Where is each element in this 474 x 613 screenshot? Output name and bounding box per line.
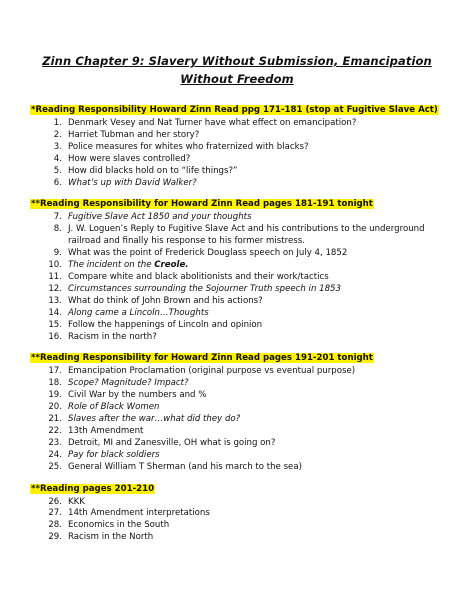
item-text bbox=[68, 296, 444, 308]
list-item bbox=[30, 224, 444, 248]
item-number: 15. bbox=[48, 319, 62, 330]
section-heading-text: **Reading Responsibility for Howard Zinn Read pages 191-201 tonight bbox=[31, 353, 373, 364]
list-item bbox=[30, 308, 444, 320]
item-text-content: Role of Black Women bbox=[68, 402, 160, 413]
question-list bbox=[30, 366, 444, 473]
item-text-content: How were slaves controlled? bbox=[68, 153, 191, 164]
item-text bbox=[68, 450, 444, 462]
item-number: 21. bbox=[48, 414, 62, 425]
reading-section bbox=[30, 483, 444, 545]
item-text bbox=[68, 178, 444, 190]
item-text bbox=[68, 508, 444, 520]
item-number: 27. bbox=[48, 508, 62, 519]
item-text-content: Along came a Lincoln…Thoughts bbox=[68, 307, 209, 318]
list-item bbox=[30, 520, 444, 532]
item-text bbox=[68, 212, 444, 224]
list-item bbox=[30, 248, 444, 260]
item-text bbox=[68, 366, 444, 378]
item-number: 8. bbox=[53, 224, 62, 235]
item-number: 2. bbox=[53, 129, 62, 140]
section-heading-text: **Reading Responsibility for Howard Zinn Read pages 181-191 tonight bbox=[31, 199, 373, 210]
item-number: 17. bbox=[48, 366, 62, 377]
item-number: 11. bbox=[48, 271, 62, 282]
item-number: 9. bbox=[53, 248, 62, 259]
item-number: 5. bbox=[53, 165, 62, 176]
list-item bbox=[30, 142, 444, 154]
item-text bbox=[68, 320, 444, 332]
list-item bbox=[30, 366, 444, 378]
item-number: 19. bbox=[48, 390, 62, 401]
item-text bbox=[68, 118, 444, 130]
reading-section bbox=[30, 198, 444, 343]
item-emphasis: Creole. bbox=[154, 260, 189, 271]
item-number: 3. bbox=[53, 141, 62, 152]
question-list bbox=[30, 212, 444, 343]
item-number: 20. bbox=[48, 402, 62, 413]
item-number: 12. bbox=[48, 283, 62, 294]
item-text-content: Fugitive Slave Act 1850 and your thoughts bbox=[68, 212, 252, 223]
item-text-content: Emancipation Proclamation (original purpose vs eventual purpose) bbox=[68, 366, 356, 377]
item-text bbox=[68, 166, 444, 178]
item-text-content: 14th Amendment interpretations bbox=[68, 508, 210, 519]
list-item bbox=[30, 260, 444, 272]
item-text bbox=[68, 390, 444, 402]
page-title: Zinn Chapter 9: Slavery Without Submission, Emancipation Without Freedom bbox=[42, 54, 432, 86]
question-list bbox=[30, 118, 444, 189]
section-heading bbox=[30, 352, 444, 365]
item-number: 28. bbox=[48, 520, 62, 531]
item-text-content: General William T Sherman (and his march to the sea) bbox=[68, 461, 302, 472]
item-number: 18. bbox=[48, 378, 62, 389]
list-item bbox=[30, 130, 444, 142]
item-text bbox=[68, 248, 444, 260]
item-text bbox=[68, 532, 444, 544]
item-text bbox=[68, 154, 444, 166]
reading-section bbox=[30, 104, 444, 189]
item-text-content: Scope? Magnitude? Impact? bbox=[68, 378, 189, 389]
list-item bbox=[30, 497, 444, 509]
list-item bbox=[30, 378, 444, 390]
list-item bbox=[30, 450, 444, 462]
item-text-content: Pay for black soldiers bbox=[68, 449, 160, 460]
item-number: 10. bbox=[48, 260, 62, 271]
item-text-content: Harriet Tubman and her story? bbox=[68, 129, 200, 140]
item-number: 25. bbox=[48, 461, 62, 472]
list-item bbox=[30, 166, 444, 178]
item-number: 4. bbox=[53, 153, 62, 164]
item-number: 22. bbox=[48, 425, 62, 436]
list-item bbox=[30, 438, 444, 450]
item-text bbox=[68, 224, 444, 248]
item-text-content: What was the point of Frederick Douglass speech on July 4, 1852 bbox=[68, 248, 348, 259]
item-number: 14. bbox=[48, 307, 62, 318]
item-text-content: 13th Amendment bbox=[68, 425, 144, 436]
list-item bbox=[30, 402, 444, 414]
item-text-content: Racism in the north? bbox=[68, 331, 157, 342]
item-text-content: Slaves after the war…what did they do? bbox=[68, 414, 241, 425]
item-text bbox=[68, 462, 444, 474]
item-number: 6. bbox=[53, 177, 62, 188]
item-text bbox=[68, 438, 444, 450]
item-text-content: J. W. Loguen’s Reply to Fugitive Slave Act and his contributions to the underground railroad and finally his response to his former mistress. bbox=[68, 224, 425, 247]
list-item bbox=[30, 320, 444, 332]
list-item bbox=[30, 532, 444, 544]
item-text bbox=[68, 497, 444, 509]
question-list bbox=[30, 497, 444, 545]
item-text bbox=[68, 378, 444, 390]
section-heading bbox=[30, 104, 444, 117]
list-item bbox=[30, 426, 444, 438]
item-number: 29. bbox=[48, 532, 62, 543]
item-text bbox=[68, 332, 444, 344]
item-number: 24. bbox=[48, 449, 62, 460]
item-text-content: Follow the happenings of Lincoln and opinion bbox=[68, 319, 263, 330]
item-text bbox=[68, 260, 444, 272]
item-number: 26. bbox=[48, 496, 62, 507]
item-text bbox=[68, 308, 444, 320]
item-text bbox=[68, 130, 444, 142]
item-text-content: Police measures for whites who fraternized with blacks? bbox=[68, 141, 309, 152]
item-text bbox=[68, 284, 444, 296]
item-text-content: KKK bbox=[68, 496, 85, 507]
item-number: 1. bbox=[53, 118, 62, 128]
list-item bbox=[30, 178, 444, 190]
section-heading bbox=[30, 483, 444, 496]
list-item bbox=[30, 118, 444, 130]
list-item bbox=[30, 284, 444, 296]
item-text-content: Economics in the South bbox=[68, 520, 170, 531]
item-text-content: Detroit, MI and Zanesville, OH what is going on? bbox=[68, 437, 276, 448]
item-text-content: The incident on the bbox=[68, 260, 155, 271]
list-item bbox=[30, 154, 444, 166]
list-item bbox=[30, 296, 444, 308]
item-text-content: How did blacks hold on to “life things?” bbox=[68, 165, 238, 176]
item-text bbox=[68, 520, 444, 532]
list-item bbox=[30, 462, 444, 474]
section-heading bbox=[30, 198, 444, 211]
item-number: 23. bbox=[48, 437, 62, 448]
item-text bbox=[68, 272, 444, 284]
item-text bbox=[68, 426, 444, 438]
item-text-content: Circumstances surrounding the Sojourner Truth speech in 1853 bbox=[68, 283, 341, 294]
item-text-content: What do think of John Brown and his actions? bbox=[68, 295, 263, 306]
list-item bbox=[30, 414, 444, 426]
item-text-content: Racism in the North bbox=[68, 532, 154, 543]
list-item bbox=[30, 212, 444, 224]
list-item bbox=[30, 272, 444, 284]
sections-container bbox=[30, 104, 444, 544]
item-number: 13. bbox=[48, 295, 62, 306]
list-item bbox=[30, 332, 444, 344]
reading-section bbox=[30, 352, 444, 473]
item-number: 16. bbox=[48, 331, 62, 342]
item-text-content: What’s up with David Walker? bbox=[68, 177, 197, 188]
list-item bbox=[30, 508, 444, 520]
item-text-content: Civil War by the numbers and % bbox=[68, 390, 207, 401]
item-text bbox=[68, 402, 444, 414]
item-text bbox=[68, 142, 444, 154]
list-item bbox=[30, 390, 444, 402]
item-text bbox=[68, 414, 444, 426]
item-text-content: Denmark Vesey and Nat Turner have what effect on emancipation? bbox=[68, 118, 357, 128]
item-number: 7. bbox=[53, 212, 62, 223]
item-text-content: Compare white and black abolitionists and their work/tactics bbox=[68, 271, 329, 282]
section-heading-text: **Reading pages 201-210 bbox=[31, 483, 155, 494]
section-heading-text: *Reading Responsibility Howard Zinn Read ppg 171-181 (stop at Fugitive Slave Act) bbox=[31, 105, 438, 115]
